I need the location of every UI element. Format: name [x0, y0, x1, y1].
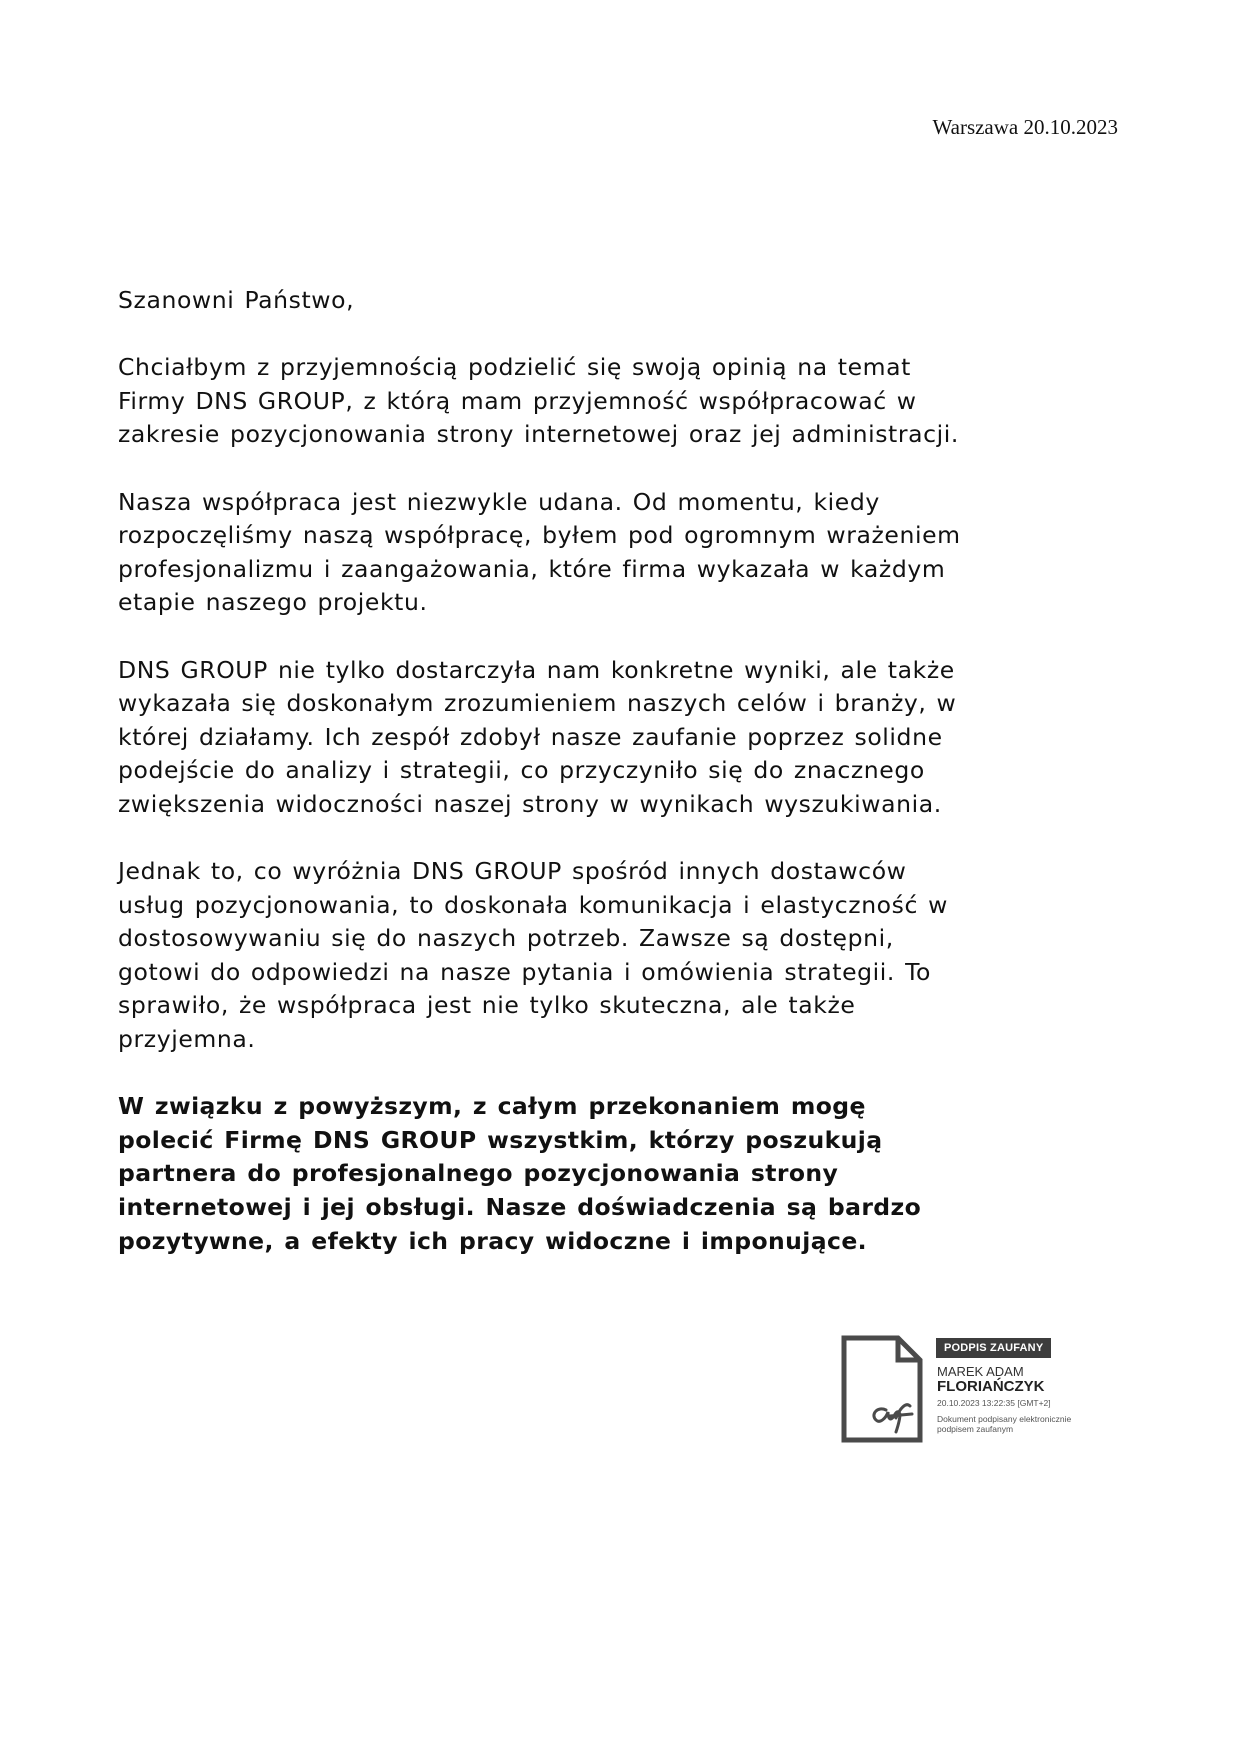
- text-line: usług pozycjonowania, to doskonała komunikacja i elastyczność w: [118, 890, 948, 919]
- trusted-signature-badge: PODPIS ZAUFANY: [936, 1338, 1051, 1358]
- paragraph-communication: [118, 855, 1128, 1057]
- text-line: Nasza współpraca jest niezwykle udana. Od momentu, kiedy: [118, 487, 880, 516]
- text-line: rozpoczęliśmy naszą współpracę, byłem pod ogromnym wrażeniem: [118, 521, 961, 550]
- paragraph-cooperation: [118, 486, 1128, 620]
- text-line: przyjemna.: [118, 1025, 256, 1054]
- text-line: partnera do profesjonalnego pozycjonowania strony: [118, 1159, 839, 1188]
- text-line: DNS GROUP nie tylko dostarczyła nam konkretne wyniki, ale także: [118, 655, 955, 684]
- text-line: Jednak to, co wyróżnia DNS GROUP spośród innych dostawców: [118, 857, 907, 886]
- text-line: zakresie pozycjonowania strony internetowej oraz jej administracji.: [118, 420, 959, 449]
- text-line: gotowi do odpowiedzi na nasze pytania i omówienia strategii. To: [118, 957, 932, 986]
- signature-note: Dokument podpisany elektronicznie podpisem zaufanym: [937, 1414, 1072, 1434]
- place-date: Warszawa 20.10.2023: [932, 115, 1118, 139]
- signature-timestamp: 20.10.2023 13:22:35 [GMT+2]: [937, 1398, 1051, 1408]
- signer-first-names: MAREK ADAM: [937, 1364, 1024, 1379]
- closing-recommendation: [118, 1090, 1128, 1258]
- paragraph-opinion: [118, 351, 1128, 452]
- text-line: dostosowywaniu się do naszych potrzeb. Zawsze są dostępni,: [118, 924, 894, 953]
- signer-surname: FLORIAŃCZYK: [937, 1378, 1045, 1395]
- text-line: profesjonalizmu i zaangażowania, które firma wykazała w każdym: [118, 554, 946, 583]
- paragraph-results: [118, 654, 1128, 822]
- text-line: Firmy DNS GROUP, z którą mam przyjemność współpracować w: [118, 386, 917, 415]
- text-line: której działamy. Ich zespół zdobył nasze zaufanie poprzez solidne: [118, 722, 943, 751]
- text-line: etapie naszego projektu.: [118, 588, 428, 617]
- trusted-signature-stamp: [840, 1334, 1100, 1444]
- text-line: internetowej i jej obsługi. Nasze doświadczenia są bardzo: [118, 1193, 922, 1222]
- text-line: Chciałbym z przyjemnością podzielić się swoją opinią na temat: [118, 353, 911, 382]
- text-line: polecić Firmę DNS GROUP wszystkim, którzy poszukują: [118, 1125, 883, 1154]
- text-line: pozytywne, a efekty ich pracy widoczne i imponujące.: [118, 1226, 868, 1255]
- letter-body: [118, 284, 1128, 1292]
- text-line: zwiększenia widoczności naszej strony w wynikach wyszukiwania.: [118, 789, 942, 818]
- text-line: podejście do analizy i strategii, co przyczyniło się do znacznego: [118, 756, 925, 785]
- text-line: sprawiło, że współpraca jest nie tylko skuteczna, ale także: [118, 991, 856, 1020]
- text-line: wykazała się doskonałym zrozumieniem naszych celów i branży, w: [118, 689, 957, 718]
- salutation: Szanowni Państwo,: [118, 286, 355, 314]
- signed-document-icon: [840, 1334, 924, 1444]
- text-line: W związku z powyższym, z całym przekonaniem mogę: [118, 1092, 866, 1121]
